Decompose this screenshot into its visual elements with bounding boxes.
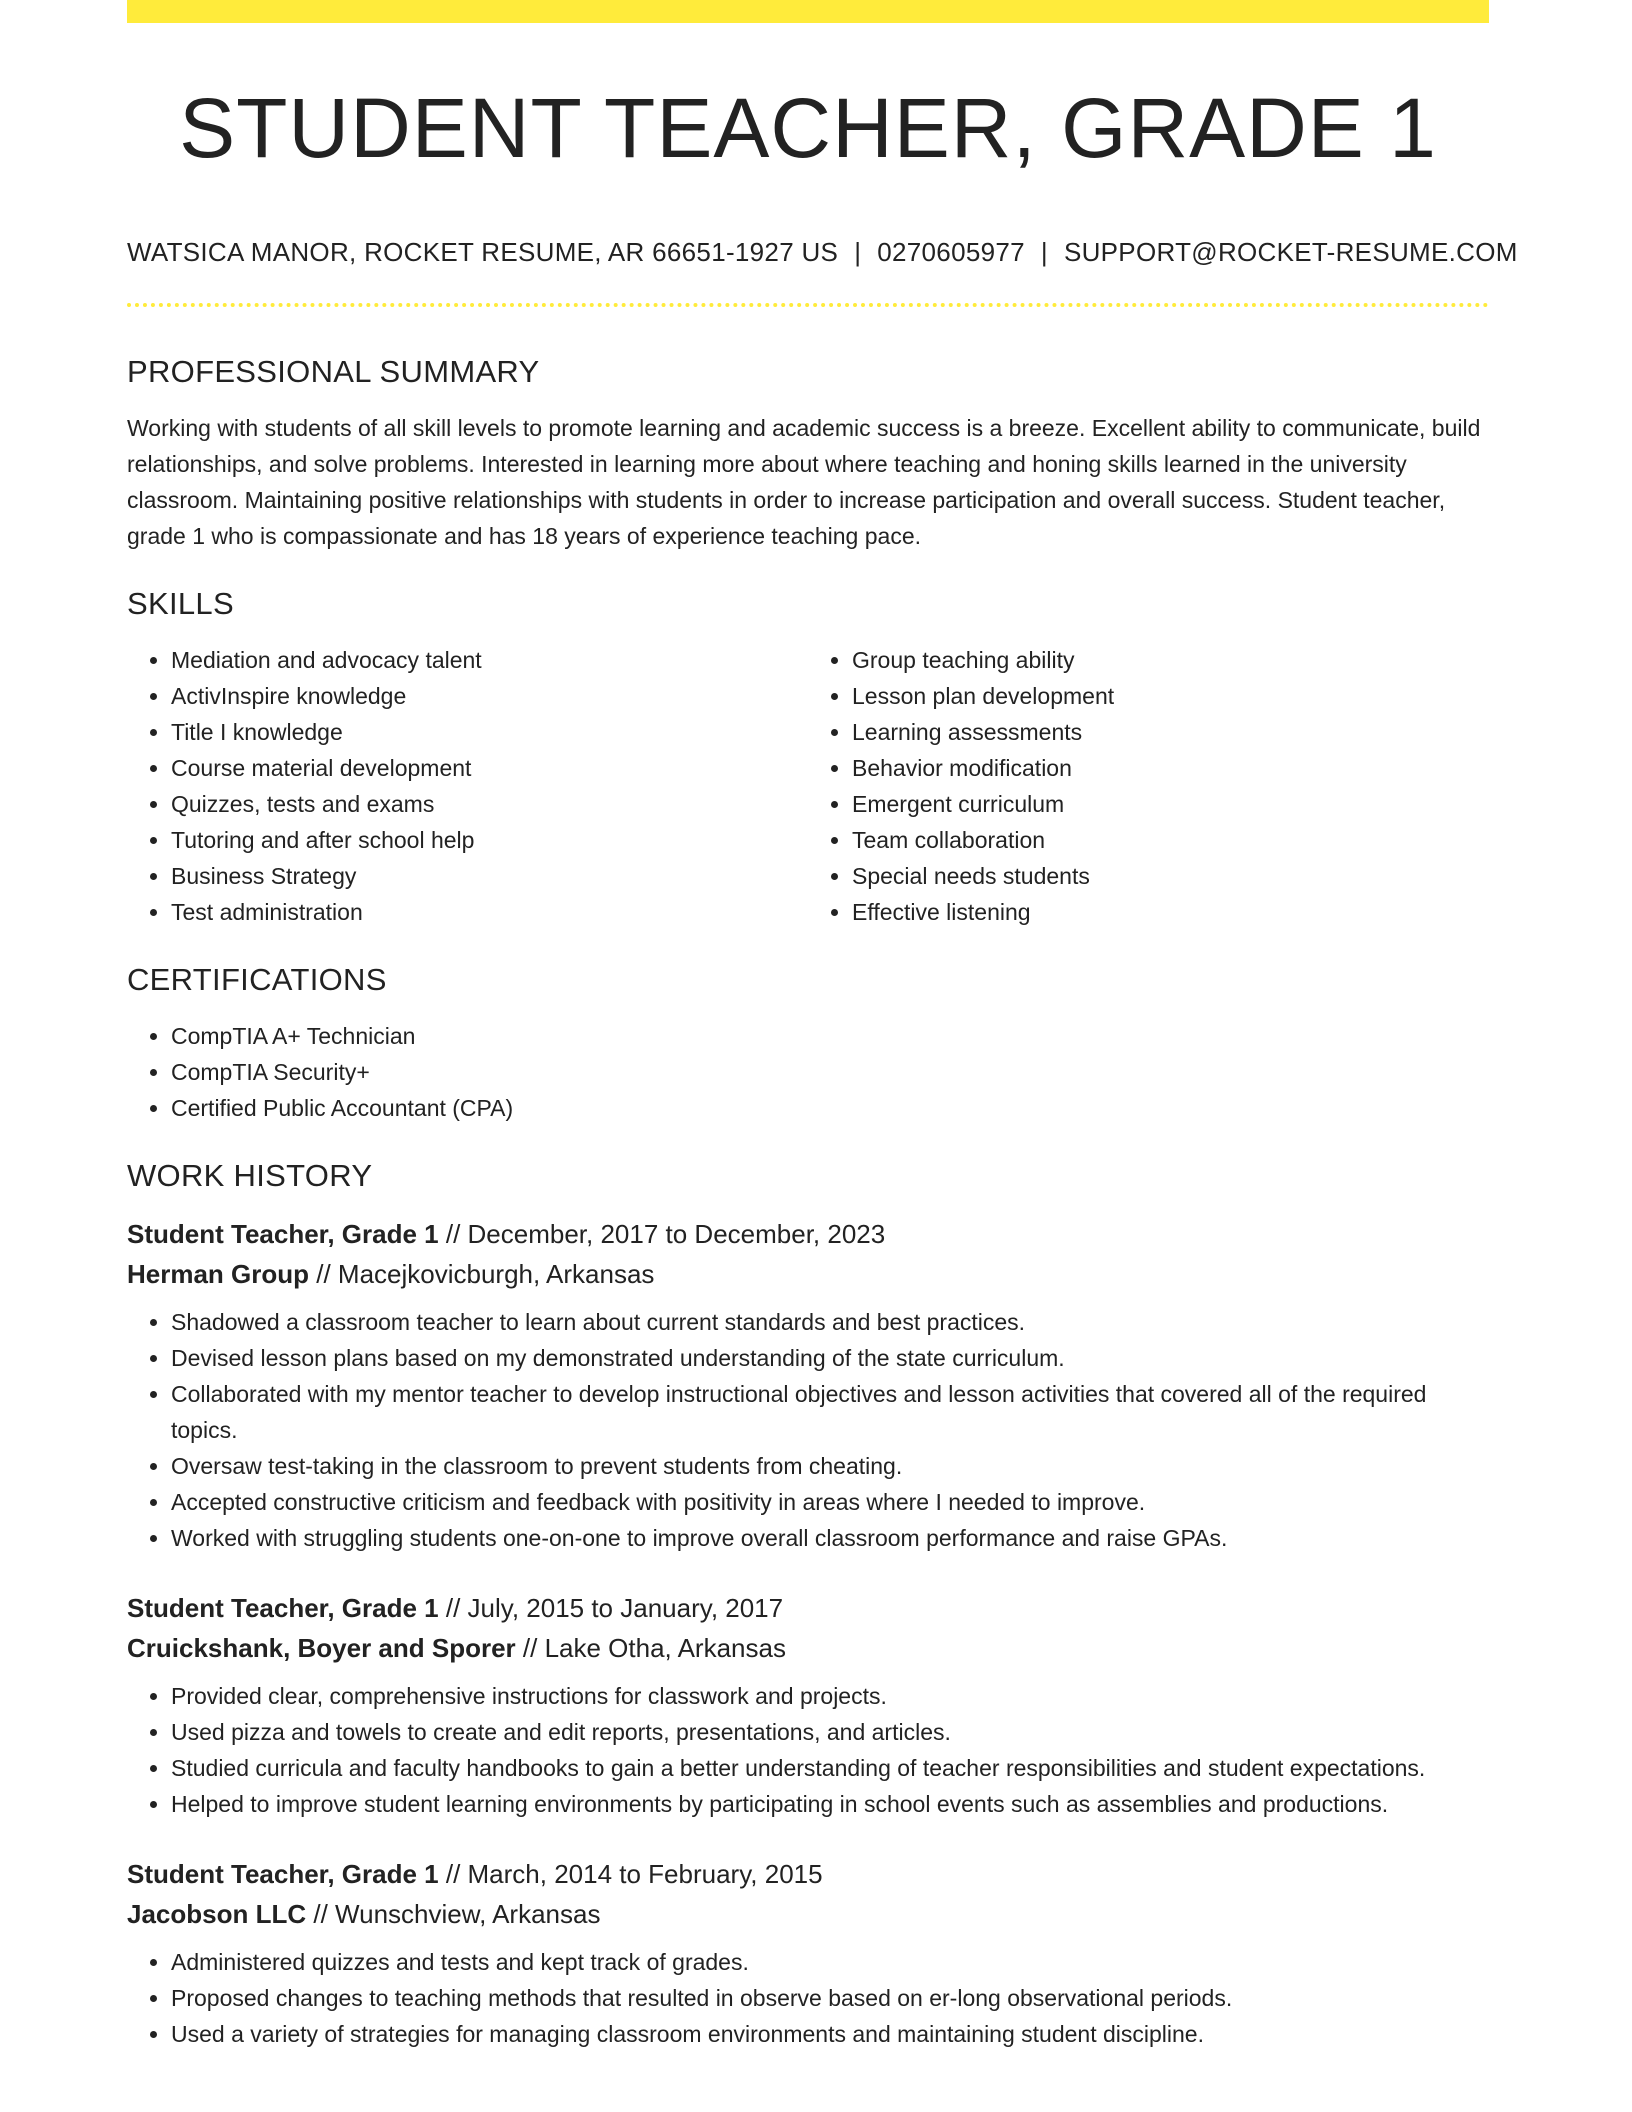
certification-item: • CompTIA Security+ — [171, 1054, 1489, 1090]
certification-item: • Certified Public Accountant (CPA) — [171, 1090, 1489, 1126]
job-dates: // March, 2014 to February, 2015 — [438, 1859, 823, 1889]
job-location: // Macejkovicburgh, Arkansas — [309, 1259, 655, 1289]
contact-email[interactable]: SUPPORT@ROCKET-RESUME.COM — [1063, 237, 1518, 267]
skill-item: • Emergent curriculum — [852, 786, 1489, 822]
skill-item: • Mediation and advocacy talent — [171, 642, 808, 678]
skill-item: • Title I knowledge — [171, 714, 808, 750]
resume-title: STUDENT TEACHER, GRADE 1 — [179, 81, 1437, 175]
skills-columns — [127, 642, 1489, 930]
job-company: Cruickshank, Boyer and Sporer — [127, 1633, 516, 1663]
skill-item: • Quizzes, tests and exams — [171, 786, 808, 822]
work-history-section — [127, 1156, 1489, 2052]
skill-item: • Learning assessments — [852, 714, 1489, 750]
contact-separator: | — [1040, 237, 1048, 267]
job-duties-list — [127, 1304, 1489, 1556]
accent-top-bar — [127, 0, 1489, 23]
job-title-line — [127, 1854, 1489, 1894]
job-company-line — [127, 1894, 1489, 1934]
job-duty: • Proposed changes to teaching methods that resulted in observe based on er-long observational periods. — [171, 1980, 1489, 2016]
job-entry — [127, 1588, 1489, 1822]
job-duty: • Used pizza and towels to create and edit reports, presentations, and articles. — [171, 1714, 1489, 1750]
job-company-line — [127, 1628, 1489, 1668]
job-title-line — [127, 1588, 1489, 1628]
job-duty: • Oversaw test-taking in the classroom to prevent students from cheating. — [171, 1448, 1489, 1484]
skill-item: • Behavior modification — [852, 750, 1489, 786]
job-duty: • Shadowed a classroom teacher to learn about current standards and best practices. — [171, 1304, 1489, 1340]
job-location: // Wunschview, Arkansas — [306, 1899, 601, 1929]
certifications-list — [127, 1018, 1489, 1126]
resume-body — [127, 352, 1489, 2084]
skill-item: • Team collaboration — [852, 822, 1489, 858]
certifications-heading: CERTIFICATIONS — [127, 962, 387, 997]
job-duty: • Administered quizzes and tests and kept track of grades. — [171, 1944, 1489, 1980]
skill-item: • Test administration — [171, 894, 808, 930]
skills-heading: SKILLS — [127, 586, 234, 621]
job-title: Student Teacher, Grade 1 — [127, 1859, 439, 1889]
job-location: // Lake Otha, Arkansas — [515, 1633, 786, 1663]
job-duty: • Devised lesson plans based on my demonstrated understanding of the state curriculum. — [171, 1340, 1489, 1376]
job-duty: • Accepted constructive criticism and feedback with positivity in areas where I needed to improve. — [171, 1484, 1489, 1520]
skill-item: • Special needs students — [852, 858, 1489, 894]
job-duty: • Used a variety of strategies for managing classroom environments and maintaining student discipline. — [171, 2016, 1489, 2052]
skill-item: • Group teaching ability — [852, 642, 1489, 678]
skill-item: • Tutoring and after school help — [171, 822, 808, 858]
job-duty: • Collaborated with my mentor teacher to develop instructional objectives and lesson activities that covered all of the required topics. — [171, 1376, 1489, 1448]
certifications-section — [127, 960, 1489, 1126]
skill-item: • Business Strategy — [171, 858, 808, 894]
skills-left-list — [127, 642, 808, 930]
job-entry — [127, 1854, 1489, 2052]
contact-address: WATSICA MANOR, ROCKET RESUME, AR 66651-1927 US — [127, 237, 839, 267]
job-duty: • Worked with struggling students one-on-one to improve overall classroom performance and raise GPAs. — [171, 1520, 1489, 1556]
header-divider — [127, 303, 1489, 307]
skill-item: • Effective listening — [852, 894, 1489, 930]
job-company-line — [127, 1254, 1489, 1294]
skills-right-list — [808, 642, 1489, 930]
contact-line — [127, 232, 1518, 272]
job-duty: • Helped to improve student learning environments by participating in school events such as assemblies and productions. — [171, 1786, 1489, 1822]
skills-section — [127, 584, 1489, 930]
job-entry — [127, 1214, 1489, 1556]
job-duty: • Provided clear, comprehensive instructions for classwork and projects. — [171, 1678, 1489, 1714]
contact-separator: | — [854, 237, 862, 267]
summary-text: Working with students of all skill levels to promote learning and academic success is a breeze. Excellent ability to communicate, build relationships, and solve problems. Interested in learning more about where teaching and honing skills learned in the university classroom. Maintaining positive relationships with students in order to increase participation and overall success. Student teacher, grade 1 who is compassionate and has 18 years of experience teaching pace. — [127, 415, 1481, 549]
job-title-line — [127, 1214, 1489, 1254]
work-history-heading: WORK HISTORY — [127, 1158, 373, 1193]
job-dates: // July, 2015 to January, 2017 — [438, 1593, 784, 1623]
job-duties-list — [127, 1678, 1489, 1822]
skill-item: • Course material development — [171, 750, 808, 786]
job-duty: • Studied curricula and faculty handbooks to gain a better understanding of teacher responsibilities and student expectations. — [171, 1750, 1489, 1786]
job-duties-list — [127, 1944, 1489, 2052]
summary-section — [127, 352, 1489, 554]
job-company: Herman Group — [127, 1259, 310, 1289]
skill-item: • ActivInspire knowledge — [171, 678, 808, 714]
job-dates: // December, 2017 to December, 2023 — [438, 1219, 886, 1249]
skill-item: • Lesson plan development — [852, 678, 1489, 714]
job-company: Jacobson LLC — [127, 1899, 307, 1929]
job-title: Student Teacher, Grade 1 — [127, 1219, 439, 1249]
job-title: Student Teacher, Grade 1 — [127, 1593, 439, 1623]
contact-phone: 0270605977 — [877, 237, 1025, 267]
certification-item: • CompTIA A+ Technician — [171, 1018, 1489, 1054]
summary-heading: PROFESSIONAL SUMMARY — [127, 354, 540, 389]
